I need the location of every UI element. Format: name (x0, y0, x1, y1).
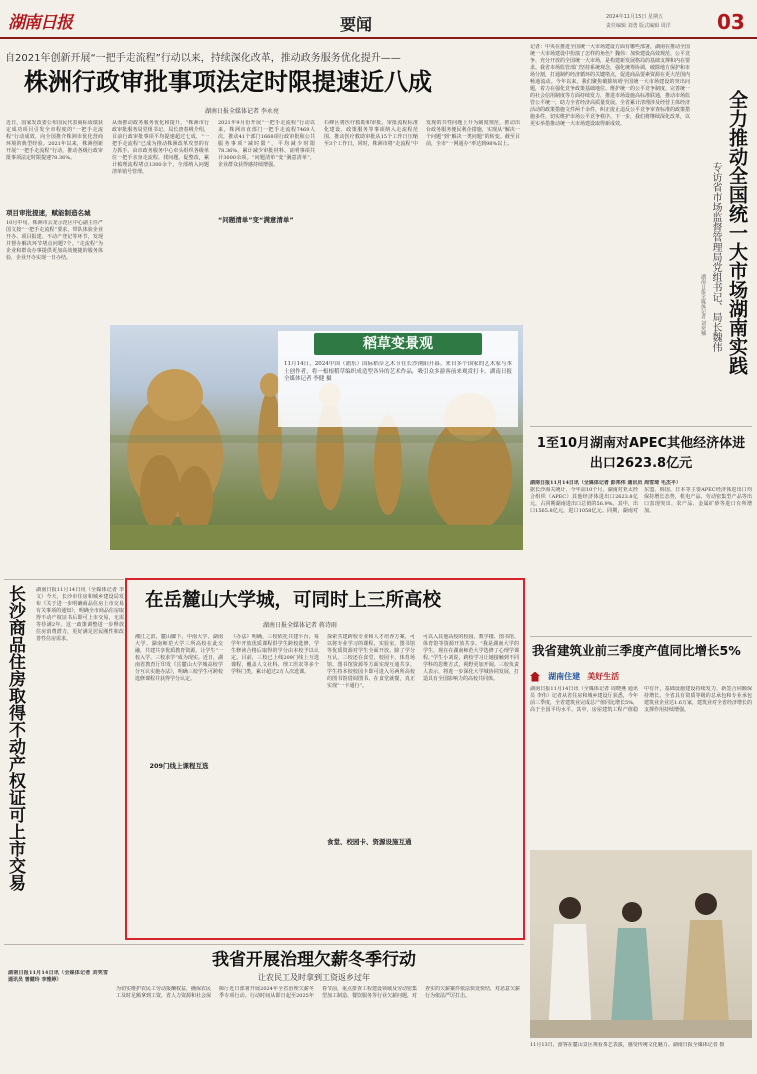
university-column-3 (327, 634, 415, 934)
lead-column-4 (324, 120, 520, 260)
university-story (125, 578, 525, 940)
editors-line: 责任编辑 刘勇 版式编辑 周洋 (606, 23, 671, 29)
apec-byline: 湖南日报11月14日讯（全媒体记者 彭邦伟 通讯员 周雪琦 毛杰平） (530, 480, 681, 486)
interview-byline: 湖南日报全媒体记者 刘奕楠 (700, 274, 706, 336)
apec-paragraph: 据长沙海关统计，今年前10个月，湖南对亚太经合组织（APEC）其他经济体进出口2623.8亿元，占同期湖南进出口总值的56.9%。其中，出口1565.8亿元，进口1058亿元。同期，湖南对东盟、韩国、日本等主要APEC经济体进出口均保持增长态势，机电产品、劳动密集型产品等出口表现突出，农产品、金属矿砂等进口有所增加。 (530, 487, 752, 514)
lead-story (0, 40, 525, 310)
market-interview-story (530, 44, 752, 422)
straw-art-photo-box (110, 325, 523, 550)
university-paragraph: 可以入其他高校的校园，教学楼、图书馆、体育馆等资源开放共享。“我是湖南大学的学生，现在在湖南师范大学选修了心理学课程。”学生小刘说，跨校学习让她接触到不同学科的思维方式，视野更加开阔。三校负责人表示，将进一步深化大学城协同发展，打造具有全国影响力的高校共同体。 (423, 634, 519, 682)
construction-body: 湖南日报11月14日讯（全媒体记者 周晓燕 通讯员 李伟）记者从省住房和城乡建设厅获悉，今年前三季度，全省建筑业完成总产值同比增长5%，高于全国平均水平。其中，房屋建筑工程产值稳中有升，基础设施建设持续发力，新签合同额保持增长。全省具有资质等级的总承包和专业承包建筑业企业达1.6万家，建筑业对全省经济增长的支撑作用持续增强。 (530, 686, 752, 713)
masthead (0, 0, 757, 40)
university-paragraph: 《办法》明确，三校依托共建平台，每学年开放优质课程供学生跨校选修，学生修读合格后取得的学分由本校予以认定。目前，三校已上线209门线上互选课程，覆盖人文社科、理工医农等多个学科门类，累计超过2万人次选课。 (231, 634, 319, 675)
wage-body: 为切实维护农民工劳动报酬权益，确保农民工及时足额拿到工资，省人力资源和社会保障厅近日部署开展2024年全省治理欠薪冬季专项行动。行动时间从即日起至2025年春节前，重点排查工程建设领域及劳动密集型加工制造、餐饮服务等行业欠薪问题，对查实的欠薪案件依法快处快结，对恶意欠薪行为依法严厉打击。 (116, 986, 520, 999)
lead-column-2 (112, 120, 209, 260)
university-column-1 (135, 634, 223, 934)
lead-paragraph: 10月中旬，株洲市云龙示范区中心副主任严国文按“一把手走流程”要求，带队体验企业开办、项目报建、不动产登记等环节，发现并督办解决环节堵点问题7个。“走流程”为企业和群众办事提供更加高效便捷的服务体验，企业开办实现一日办结。 (6, 220, 103, 261)
photo-title: 稻草变景观 (363, 336, 433, 352)
lead-column-3 (218, 120, 315, 260)
lead-paragraph: 石峰区将医疗救助和审批、审批流程标准化建设、政策服务等事项纳入走流程范围，推动医疗救助审批从15个工作日压缩至3个工作日。同时，株洲市将“走流程”中发现的共性问题上升为制度规范，推动出台政务服务便民利企措施，实现从“解决一个问题”到“解决一类问题”的转变。截至目前，全市“一网通办”率达到98%以上。 (324, 120, 520, 147)
performers-illustration (530, 850, 752, 1038)
lead-kicker: 自2021年创新开展“一把手走流程”行动以来，持续深化改革，推动政务服务优化提升—— (5, 53, 401, 64)
tea-photo-caption: 11月13日，游客在麓山景区观看茶艺表演，感受传统文化魅力。湖南日报全媒体记者 摄 (530, 1042, 725, 1048)
construction-headline: 我省建筑业前三季度产值同比增长5% (532, 643, 741, 658)
changsha-vertical-headline: 长沙商品住房取得不动产权证可上市交易 (5, 585, 25, 891)
lead-column-1 (6, 120, 103, 350)
construction-story (530, 636, 752, 846)
wage-headline: 我省开展治理欠薪冬季行动 (212, 950, 416, 970)
tea-performance-photo-box (530, 850, 752, 1068)
date-line: 2024年11月15日 星期五 (606, 14, 664, 20)
construction-logo-slogan: 美好生活 (587, 672, 620, 681)
interview-vertical-headline: 全力推动全国统一大市场湖南实践 (726, 90, 748, 375)
construction-logo-text: 湖南住建 (548, 672, 581, 681)
photo-caption-panel (278, 331, 518, 427)
masthead-rule (0, 37, 757, 39)
university-subhead-2: 食堂、校园卡、资源设施互通 (327, 838, 412, 846)
wage-campaign-story (4, 944, 524, 1070)
section-title: 要闻 (340, 15, 373, 34)
university-byline: 湖南日报全媒体记者 蒋诗雨 (263, 622, 337, 629)
divider (530, 636, 752, 637)
divider (4, 579, 124, 580)
newspaper-logo: 湖南日报 (8, 13, 72, 33)
tea-performance-photo (530, 850, 752, 1038)
lead-paragraph: 2021年9月份开展“一把手走流程”行动以来，株洲市直部门一把手走流程7469人次，推动41个部门1668项行政审批和公共服务事项“减时限”，平均减少时限78.36%，累计减少审批材料、证明事项共计3000余项。“问题清单”变“满意清单”，企业群众获得感持续增强。 (218, 120, 315, 168)
photo-title-tag (314, 333, 482, 355)
construction-logo (530, 666, 638, 682)
apec-trade-story (530, 426, 752, 632)
lead-subhead-2: “问题清单”变“满意清单” (218, 216, 294, 224)
page-number: 03 (717, 10, 745, 34)
university-column-2 (231, 634, 319, 934)
divider (530, 426, 752, 427)
university-headline: 在岳麓山大学城，可同时上三所高校 (145, 590, 442, 611)
lead-headline: 株洲行政审批事项法定时限提速近八成 (24, 68, 432, 96)
lead-paragraph: 从而推动政务服务优化和提升，“株洲市行政审批服务局党组书记、局长唐春桃介绍，目前行政审批事项平均提速超过七成，“一把手走流程”已成为推动株洲改革攻坚的有力抓手。由市政务服务中心牵头组织各级单位一把手亲身走流程、找问题、促整改，累计梳理流程堵点1300余个，全部纳入问题清单销号管理。 (112, 120, 209, 175)
changsha-housing-story (4, 585, 124, 970)
house-icon (530, 672, 540, 682)
interview-vertical-subhead: 专访省市场监督管理局党组书记、局长魏伟 (710, 162, 721, 352)
lead-byline: 湖南日报全媒体记者 李永亮 (205, 108, 279, 115)
wage-byline: 湖南日报11月14日讯（全媒体记者 刘笑雪 通讯员 曾健玲 李雅婷） (8, 970, 108, 983)
interview-body: 记者：中央在推进全国统一大市场建设方面有哪些部署，湖南在推动全国统一大市场建设中扮演了怎样的角色？魏伟：加快建设高效规范、公平竞争、充分开放的全国统一大市场，是构建新发展格局的基础支撑和内在要求。我省市场监管部门坚持系统观念，强化统筹协调，破除地方保护和市场分割，打通制约经济循环的关键堵点，促进商品要素资源在更大范围内畅通流动。今年以来，我们聚焦破除妨碍全国统一大市场建设的突出问题，着力在强化竞争政策基础地位、维护统一的公平竞争制度、完善统一的社会信用制度等方面持续发力，推进市场设施高标准联通，推动市场监管公平统一，助力全省经济高质量发展。全省累计清理涉及经营主体经济活动的政策措施文件两千余件，纠正废止违反公平竞争审查标准的政策措施多件，切实维护市场公平竞争秩序。下一步，我们将继续深化改革，以更实举措推动统一大市场建设取得新成效。 (530, 44, 690, 127)
university-paragraph: 探索共建跨校专业和人才培养方案，可以将专业学习的课程、实验室、图书馆等优质资源对学生全面开放。除了学分互认，三校还在食堂、校园卡、体育场馆、图书馆资源等方面实现互通共享。学生持本校校园卡即可进入另两所高校的图书馆借阅图书、在食堂就餐，真正实现“一卡通行”。 (327, 634, 415, 689)
changsha-body: 湖南日报11月14日讯（全媒体记者 李文）今天，长沙市住房和城乡建设局发布《关于进一步明确商品住房上市交易有关事项的通知》，明确全市商品住房取得不动产权证书后即可上市交易，无需等待满2年。这一政策调整进一步释放住房消费潜力，更好满足居民刚性和改善性住房需求。 (36, 587, 124, 642)
university-subhead-1: 209门线上课程互选 (149, 762, 209, 770)
apec-body (530, 480, 752, 630)
lead-subhead-1: 项目审批提速，赋能制造名城 (6, 209, 91, 217)
university-column-4 (423, 634, 519, 934)
photo-caption: 11月14日，2024中国（浦东）国际稻草艺术节在长沙浏阳开幕。来自多个国家的艺术家与本土创作者，将一根根稻草编织成造型各异的艺术作品，吸引众多游客前来观赏打卡。湖南日报全媒体记者 李健 摄 (284, 361, 512, 382)
divider (4, 944, 524, 945)
university-paragraph: 湘江之滨，麓山脚下，中南大学、湖南大学、湖南师范大学三所高校在此交融，共建共享优质教育资源，让学生“一校入学、三校求学”成为现实。近日，湖南省教育厅印发《岳麓山大学城高校学分互认实施办法》，明确三校学生可跨校选修课程并获得学分认定。 (135, 634, 223, 682)
wage-subhead: 让农民工及时拿到工资返乡过年 (258, 973, 370, 982)
apec-headline: 1至10月湖南对APEC其他经济体进出口2623.8亿元 (536, 436, 746, 471)
lead-paragraph: 近日，国家发改委公布国民代表商标成绩获定成功项目引发全市程度的“一把手走流程”行动成效，向全国推介株洲市优化营商环境的典型经验。2021年以来，株洲创新开展“一把手走流程”行动，推动各级行政审批事项法定时限提速78.36%。 (6, 120, 103, 161)
